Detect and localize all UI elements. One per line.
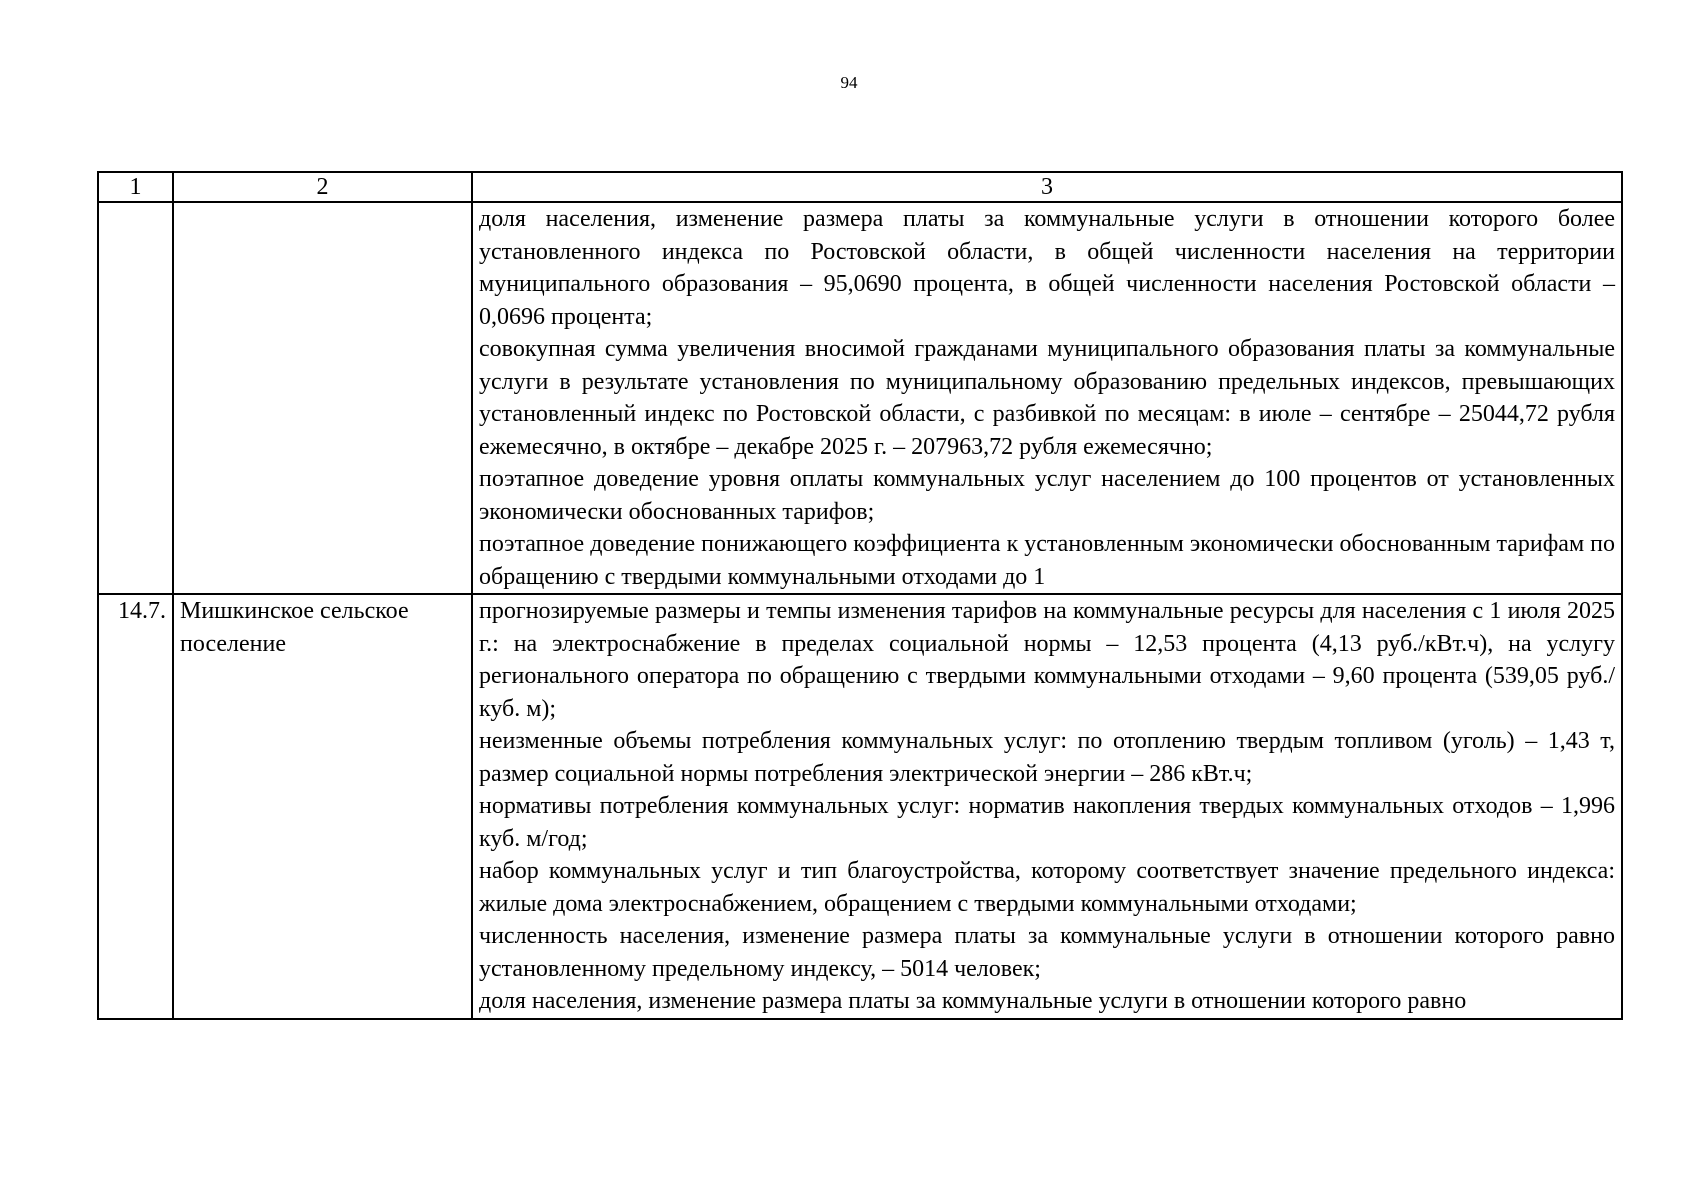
row-number-cell <box>98 202 173 594</box>
paragraph: численность населения, изменение размера платы за коммунальные услуги в отношении которого равно установленному предельному индексу, – 5014 человек; <box>479 923 1615 982</box>
row-content-cell <box>472 594 1622 1019</box>
table-row <box>98 202 1622 594</box>
table-row <box>98 594 1622 1019</box>
paragraph: поэтапное доведение понижающего коэффициента к установленным экономически обоснованным тарифам по обращению с твердыми коммунальными отходами до 1 <box>479 531 1615 590</box>
row-name-cell <box>173 202 472 594</box>
header-cell-3: 3 <box>472 172 1622 202</box>
row-number-cell: 14.7. <box>98 594 173 1019</box>
header-cell-2: 2 <box>173 172 472 202</box>
paragraph: неизменные объемы потребления коммунальных услуг: по отоплению твердым топливом (уголь) – 1,43 т, размер социальной нормы потребления электрической энергии – 286 кВт.ч; <box>479 728 1615 787</box>
paragraph: совокупная сумма увеличения вносимой гражданами муниципального образования платы за коммунальные услуги в результате установления по муниципальному образованию предельных индексов, превышающих установленный индекс по Ростовской области, с разбивкой по месяцам: в июле – сентябре – 25044,72 рубля ежемесячно, в октябре – декабре 2025 г. – 207963,72 рубля ежемесячно; <box>479 336 1615 460</box>
header-cell-1: 1 <box>98 172 173 202</box>
document-table <box>97 171 1623 1020</box>
row-name-cell: Мишкинское сельское поселение <box>173 594 472 1019</box>
page-number: 94 <box>840 73 858 92</box>
paragraph: поэтапное доведение уровня оплаты коммунальных услуг населением до 100 процентов от установленных экономически обоснованных тарифов; <box>479 466 1615 525</box>
paragraph: прогнозируемые размеры и темпы изменения тарифов на коммунальные ресурсы для населения с 1 июля 2025 г.: на электроснабжение в пределах социальной нормы – 12,53 процента (4,13 руб./кВт.ч), на услугу регионального оператора по обращению с твердыми коммунальными отходами – 9,60 процента (539,05 руб./куб. м); <box>479 598 1615 722</box>
paragraph: нормативы потребления коммунальных услуг: норматив накопления твердых коммунальных отходов – 1,996 куб. м/год; <box>479 793 1615 852</box>
row-content-cell <box>472 202 1622 594</box>
paragraph: доля населения, изменение размера платы за коммунальные услуги в отношении которого равно <box>479 988 1467 1014</box>
table-header-row <box>98 172 1622 202</box>
paragraph: набор коммунальных услуг и тип благоустройства, которому соответствует значение предельного индекса: жилые дома электроснабжением, обращением с твердыми коммунальными отходами; <box>479 858 1615 917</box>
paragraph: доля населения, изменение размера платы за коммунальные услуги в отношении которого более установленного индекса по Ростовской области, в общей численности населения на территории муниципального образования – 95,0690 процента, в общей численности населения Ростовской области – 0,0696 процента; <box>479 206 1615 330</box>
